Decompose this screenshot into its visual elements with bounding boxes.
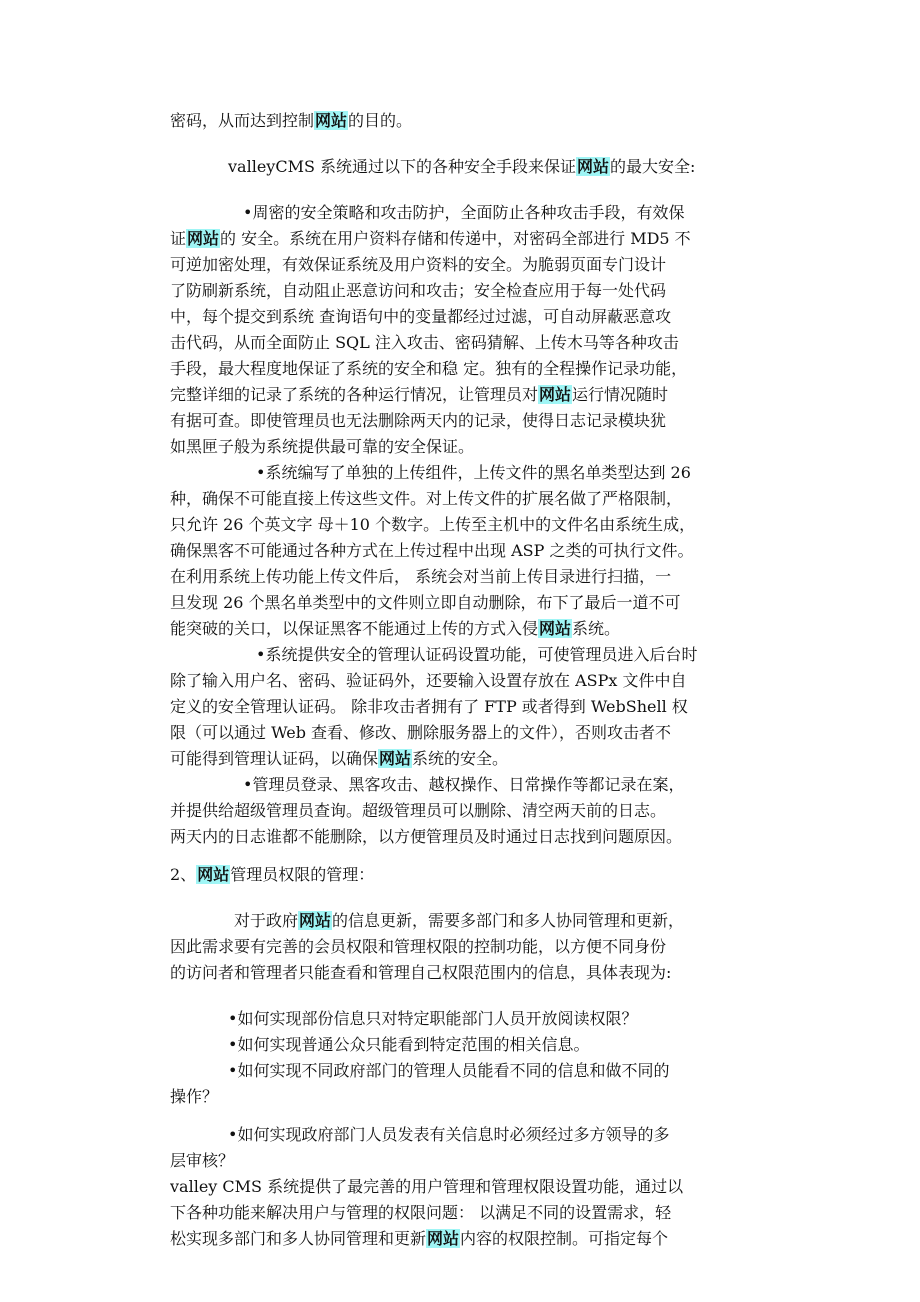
text-line	[170, 278, 755, 304]
text-run: •如何实现政府部门人员发表有关信息时必须经过多方领导的多	[228, 1125, 670, 1144]
text-line	[170, 824, 755, 850]
highlighted-keyword: 网站	[577, 157, 610, 176]
text-run: •如何实现普通公众只能看到特定范围的相关信息。	[228, 1035, 590, 1054]
text-line	[170, 1226, 755, 1252]
text-run: 除了输入用户名、密码、验证码外，还要输入设置存放在 ASPx 文件中自	[170, 671, 687, 690]
text-run: 种，确保不可能直接上传这些文件。对上传文件的扩展名做了严格限制，	[170, 489, 683, 508]
text-run: 系统的安全。	[412, 749, 509, 768]
text-line	[170, 1200, 755, 1226]
text-run: 手段，最大程度地保证了系统的安全和稳 定。独有的全程操作记录功能，	[170, 359, 688, 378]
text-run: 可逆加密处理，有效保证系统及用户资料的安全。为脆弱页面专门设计	[170, 255, 667, 274]
bullet-item	[170, 1058, 755, 1084]
text-line	[170, 330, 755, 356]
text-run: valleyCMS 系统通过以下的各种安全手段来保证	[228, 157, 576, 176]
text-line	[170, 720, 755, 746]
text-run: 定义的安全管理认证码。 除非攻击者拥有了 FTP 或者得到 WebShell 权	[170, 697, 688, 716]
text-run: 的访问者和管理者只能查看和管理自己权限范围内的信息，具体表现为:	[170, 963, 672, 982]
text-line	[170, 154, 755, 180]
text-run: 旦发现 26 个黑名单类型中的文件则立即自动删除，布下了最后一道不可	[170, 593, 681, 612]
bullet-item	[170, 1032, 755, 1058]
highlighted-keyword: 网站	[539, 385, 572, 404]
text-run: 确保黑客不可能通过各种方式在上传过程中出现 ASP 之类的可执行文件。	[170, 541, 694, 560]
text-run: 的最大安全:	[610, 157, 696, 176]
text-line	[170, 434, 755, 460]
text-line	[170, 408, 755, 434]
text-run: 层审核？	[170, 1151, 235, 1170]
bullet-item	[170, 1122, 755, 1148]
text-run: 管理员权限的管理：	[230, 865, 375, 884]
text-run: 运行情况随时	[572, 385, 669, 404]
text-run: 能突破的关口，以保证黑客不能通过上传的方式入侵	[170, 619, 539, 638]
text-line	[170, 1148, 755, 1174]
text-line	[170, 694, 755, 720]
text-line	[170, 1174, 755, 1200]
text-line	[170, 772, 755, 798]
highlighted-keyword: 网站	[427, 1229, 460, 1248]
text-run: •如何实现不同政府部门的管理人员能看不同的信息和做不同的	[228, 1061, 670, 1080]
text-run: 密码，从而达到控制	[170, 111, 315, 130]
text-line	[170, 108, 755, 134]
text-line	[170, 226, 755, 252]
text-run: 内容的权限控制。可指定每个	[460, 1229, 669, 1248]
text-run: 只允许 26 个英文字 母＋10 个数字。上传至主机中的文件名由系统生成，	[170, 515, 696, 534]
text-run: 操作？	[170, 1087, 219, 1106]
text-run: •如何实现部份信息只对特定职能部门人员开放阅读权限？	[228, 1009, 638, 1028]
text-run: 有据可查。即使管理员也无法删除两天内的记录，使得日志记录模块犹	[170, 411, 667, 430]
text-line	[170, 908, 755, 934]
text-run: 的信息更新，需要多部门和多人协同管理和更新，	[332, 911, 685, 930]
highlighted-keyword: 网站	[187, 229, 220, 248]
text-run: 中，每个提交到系统 查询语句中的变量都经过过滤，可自动屏蔽恶意攻	[170, 307, 672, 326]
text-line	[170, 934, 755, 960]
highlighted-keyword: 网站	[299, 911, 332, 930]
text-run: 的目的。	[348, 111, 413, 130]
text-run: 可能得到管理认证码，以确保	[170, 749, 379, 768]
text-line	[170, 616, 755, 642]
text-run: 击代码，从而全面防止 SQL 注入攻击、密码猜解、上传木马等各种攻击	[170, 333, 679, 352]
text-line	[170, 460, 755, 486]
section-heading	[170, 862, 755, 888]
text-run: •管理员登录、黑客攻击、越权操作、日常操作等都记录在案，	[243, 775, 685, 794]
text-run: •周密的安全策略和攻击防护，全面防止各种攻击手段，有效保	[243, 203, 685, 222]
text-line	[170, 252, 755, 278]
text-line	[170, 512, 755, 538]
text-line	[170, 746, 755, 772]
text-run: 并提供给超级管理员查询。超级管理员可以删除、清空两天前的日志。	[170, 801, 667, 820]
text-run: 了防刷新系统，自动阻止恶意访问和攻击；安全检查应用于每一处代码	[170, 281, 667, 300]
text-run: 系统。	[572, 619, 621, 638]
text-run: 对于政府	[234, 911, 299, 930]
text-line	[170, 960, 755, 986]
text-line	[170, 356, 755, 382]
text-run: 限（可以通过 Web 查看、修改、删除服务器上的文件），否则攻击者不	[170, 723, 672, 742]
text-run: 在利用系统上传功能上传文件后， 系统会对当前上传目录进行扫描，一	[170, 567, 672, 586]
text-run: 的 安全。系统在用户资料存储和传递中，对密码全部进行 MD5 不	[220, 229, 691, 248]
text-line	[170, 382, 755, 408]
text-run: 2、	[170, 865, 197, 884]
bullet-item	[170, 1006, 755, 1032]
text-run: •系统编写了单独的上传组件，上传文件的黑名单类型达到 26	[256, 463, 691, 482]
highlighted-keyword: 网站	[539, 619, 572, 638]
text-line	[170, 668, 755, 694]
text-run: 两天内的日志谁都不能删除，以方便管理员及时通过日志找到问题原因。	[170, 827, 683, 846]
text-run: 因此需求要有完善的会员权限和管理权限的控制功能，以方便不同身份	[170, 937, 667, 956]
text-run: 如黑匣子般为系统提供最可靠的安全保证。	[170, 437, 475, 456]
text-line	[170, 538, 755, 564]
highlighted-keyword: 网站	[315, 111, 348, 130]
text-run: 松实现多部门和多人协同管理和更新	[170, 1229, 427, 1248]
text-line	[170, 304, 755, 330]
text-run: 证	[170, 229, 187, 248]
text-line	[170, 798, 755, 824]
text-line	[170, 486, 755, 512]
text-line	[170, 564, 755, 590]
text-run: 完整详细的记录了系统的各种运行情况，让管理员对	[170, 385, 539, 404]
highlighted-keyword: 网站	[197, 865, 230, 884]
text-line	[170, 1084, 755, 1110]
text-line	[170, 642, 755, 668]
text-run: valley CMS 系统提供了最完善的用户管理和管理权限设置功能，通过以	[170, 1177, 684, 1196]
text-line	[170, 200, 755, 226]
text-line	[170, 590, 755, 616]
document-body	[170, 108, 755, 1252]
text-run: 下各种功能来解决用户与管理的权限问题： 以满足不同的设置需求，轻	[170, 1203, 672, 1222]
text-run: •系统提供安全的管理认证码设置功能，可使管理员进入后台时	[256, 645, 698, 664]
highlighted-keyword: 网站	[379, 749, 412, 768]
